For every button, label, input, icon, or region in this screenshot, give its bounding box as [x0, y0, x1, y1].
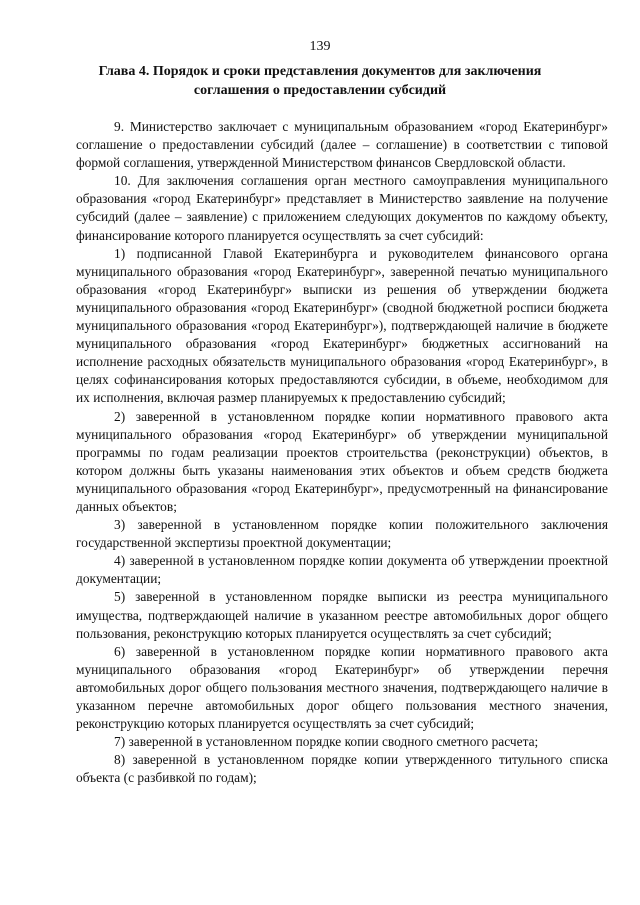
- list-item-6: 6) заверенной в установленном порядке копии нормативного правового акта муниципального образования «город Екатеринбург» об утверждении перечня автомобильных дорог общего пользования местного значения, подтверждающего наличие в указанном перечне автомобильных дорог общего пользования местного значения, реконструкцию которых планируется осуществлять за счет субсидий;: [76, 643, 608, 732]
- page-number: 139: [309, 39, 331, 54]
- list-item-3: 3) заверенной в установленном порядке копии положительного заключения государственной экспертизы проектной документации;: [76, 517, 608, 551]
- paragraph-10: 10. Для заключения соглашения орган местного самоуправления муниципального образования «город Екатеринбург» представляет в Министерство заявление на получение субсидий (далее – заявление) с приложением следующих документов по каждому объекту, финансирование которого планируется осуществлять за счет субсидий:: [76, 173, 608, 243]
- list-item-2: 2) заверенной в установленном порядке копии нормативного правового акта муниципального образования «город Екатеринбург» об утверждении муниципальной программы по годам реализации проектов строительства (реконструкции) объектов, в котором должны быть указаны наименования этих объектов и объем средств бюджета муниципального образования «город Екатеринбург», предусмотренный на финансирование данных объектов;: [76, 408, 608, 514]
- list-item-4: 4) заверенной в установленном порядке копии документа об утверждении проектной документации;: [76, 553, 608, 587]
- list-item-5: 5) заверенной в установленном порядке выписки из реестра муниципального имущества, подтверждающей наличие в указанном реестре автомобильных дорог общего пользования, реконструкцию которых планируется осуществлять за счет субсидий;: [76, 589, 608, 641]
- list-item-7: 7) заверенной в установленном порядке копии сводного сметного расчета;: [114, 734, 539, 750]
- paragraph-9: 9. Министерство заключает с муниципальным образованием «город Екатеринбург» соглашение о предоставлении субсидий (далее – соглашение) в соответствии с типовой формой соглашения, утвержденной Министерством финансов Свердловской области.: [76, 119, 608, 171]
- list-item-1: 1) подписанной Главой Екатеринбурга и руководителем финансового органа муниципального образования «город Екатеринбург», заверенной печатью муниципального образования «город Екатеринбург» выписки из решения об утверждении бюджета муниципального образования «город Екатеринбург» (сводной бюджетной росписи бюджета муниципального образования «город Екатеринбург»), подтверждающей наличие в бюджете муниципального образования «город Екатеринбург» бюджетных ассигнований на исполнение расходных обязательств муниципального образования «город Екатеринбург», в целях софинансирования которых предоставляются субсидии, в объеме, необходимом для их исполнения, включая размер планируемых к предоставлению субсидий;: [76, 245, 608, 406]
- chapter-title: Глава 4. Порядок и сроки представления документов для заключения соглашения о предоставлении субсидий: [98, 64, 542, 98]
- list-item-8: 8) заверенной в установленном порядке копии утвержденного титульного списка объекта (с разбивкой по годам);: [76, 752, 608, 786]
- document-body: [76, 118, 608, 787]
